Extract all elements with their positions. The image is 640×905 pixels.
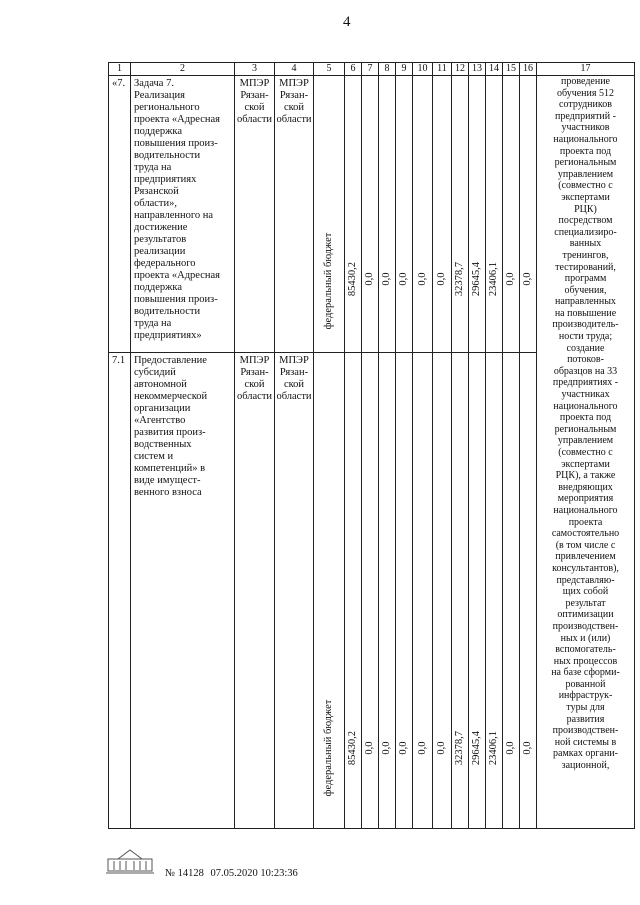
column-header-11: 11	[433, 63, 452, 76]
column-header-15: 15	[503, 63, 520, 76]
description-line: труда на	[134, 318, 172, 329]
value: 85430,2	[347, 261, 358, 297]
description-line: развития произ-	[134, 427, 206, 438]
column-17-line: обучения,	[564, 284, 607, 296]
column-17-line: национального	[553, 400, 618, 412]
document-number: № 14128	[165, 868, 204, 879]
value: 0,0	[398, 741, 409, 755]
value-cell	[396, 76, 413, 353]
description-line: водительности	[134, 150, 201, 161]
column-17-line: ных процессов	[553, 655, 618, 667]
description-line: некоммерческой	[134, 391, 208, 402]
value-cell	[520, 76, 537, 353]
column-header-2: 2	[131, 63, 235, 76]
description-line: автономной	[134, 379, 187, 390]
column-17-line: ванных	[569, 238, 602, 250]
row-number: «7.	[109, 76, 131, 353]
funding-source: федеральный бюджет	[323, 699, 334, 797]
description-line: направленного на	[134, 210, 214, 221]
description-line: виде имущест-	[134, 475, 201, 486]
column-17-line: национального	[553, 133, 618, 145]
column-17-line: региональным	[554, 157, 617, 169]
value: 0,0	[416, 741, 428, 755]
value-cell	[452, 76, 469, 353]
value-cell	[469, 76, 486, 353]
value: 0,0	[398, 272, 409, 286]
table-row	[109, 76, 635, 353]
column-header-12: 12	[452, 63, 469, 76]
column-17-line: управлением	[557, 435, 614, 447]
column-header-3: 3	[235, 63, 275, 76]
column-17-line: инфраструк-	[558, 690, 613, 702]
description-line: Рязанской	[134, 186, 179, 197]
row-number: 7.1	[109, 353, 131, 829]
co-executor-line: ской	[283, 379, 305, 390]
value: 32378,7	[454, 261, 465, 297]
column-17-line: (в том числе с	[555, 539, 616, 551]
value-cell	[396, 353, 413, 829]
column-17-line: потоков-	[567, 354, 604, 366]
column-17-line: на повышение	[554, 307, 617, 319]
column-17-line: вспомогатель-	[555, 644, 616, 656]
column-header-5: 5	[314, 63, 345, 76]
description-line: реализации	[134, 246, 186, 257]
value: 0,0	[505, 741, 516, 755]
value: 0,0	[522, 741, 533, 755]
description-line: венного взноса	[134, 487, 202, 498]
description-line: Предоставление	[134, 355, 207, 366]
executor-cell	[235, 76, 275, 353]
column-17-line: национального	[553, 504, 618, 516]
co-executor-line: области	[276, 391, 312, 402]
column-header-4: 4	[275, 63, 314, 76]
description-line: проекта «Адресная	[134, 114, 220, 125]
co-executor-line: Рязан-	[279, 367, 309, 378]
value-cell	[433, 76, 452, 353]
column-17-line: направленных	[555, 296, 616, 308]
description-line: «Агентство	[134, 415, 186, 426]
column-17-line: образцов на 33	[553, 365, 618, 377]
column-17-line: участниках	[561, 389, 610, 401]
row-description	[131, 76, 235, 353]
column-header-16: 16	[520, 63, 537, 76]
column-17-line: внедряющих	[558, 481, 613, 493]
column-17-line: представляю-	[556, 574, 615, 586]
co-executor-cell	[275, 76, 314, 353]
value: 85430,2	[347, 730, 358, 766]
description-line: Задача 7.	[134, 78, 174, 89]
value: 0,0	[505, 272, 516, 286]
column-17-line: мероприятия	[557, 493, 614, 505]
co-executor-cell	[275, 353, 314, 829]
column-17-line: проведение	[561, 76, 610, 87]
co-executor-line: ской	[283, 102, 305, 113]
value-cell	[486, 353, 503, 829]
column-17-line: (совместно с	[558, 447, 613, 458]
description-line: федерального	[134, 258, 196, 269]
column-header-10: 10	[413, 63, 433, 76]
document-datetime: 07.05.2020 10:23:36	[210, 868, 298, 879]
page-number: 4	[343, 14, 351, 30]
description-line: повышения произ-	[134, 138, 218, 149]
value: 29645,4	[471, 261, 482, 297]
value: 0,0	[381, 741, 392, 755]
column-17-line: проекта под	[559, 145, 612, 157]
executor-line: МПЭР	[239, 355, 270, 366]
document-stamp	[107, 868, 298, 879]
value: 32378,7	[454, 730, 465, 766]
column-header-14: 14	[486, 63, 503, 76]
value-cell	[520, 353, 537, 829]
executor-line: Рязан-	[240, 90, 269, 101]
column-header-9: 9	[396, 63, 413, 76]
column-17-line: региональным	[554, 423, 617, 435]
column-17-line: участников	[561, 122, 610, 134]
row-description	[131, 353, 235, 829]
column-17-line: ной системы в	[554, 736, 617, 748]
value-cell	[362, 353, 379, 829]
column-17-cell	[537, 76, 635, 829]
column-17-line: РЦК), а также	[555, 470, 616, 482]
value-cell	[486, 76, 503, 353]
value: 23406,1	[488, 730, 499, 766]
value: 0,0	[381, 272, 392, 286]
executor-line: ской	[244, 102, 265, 113]
co-executor-line: Рязан-	[279, 90, 309, 101]
column-17-line: производствен-	[552, 620, 619, 632]
description-line: водительности	[134, 306, 201, 317]
executor-line: МПЭР	[239, 78, 270, 89]
description-line: проекта «Адресная	[134, 270, 220, 281]
column-17-line: развития	[566, 713, 605, 725]
value-cell	[413, 76, 433, 353]
description-line: достижение	[134, 222, 188, 233]
column-17-line: производитель-	[552, 319, 619, 331]
column-17-line: консультантов),	[552, 562, 619, 574]
column-17-line: обучения 512	[557, 87, 614, 99]
funding-source-cell	[314, 353, 345, 829]
column-17-line: (совместно с	[558, 180, 613, 192]
executor-cell	[235, 353, 275, 829]
column-17-line: предприятий -	[555, 110, 616, 122]
value: 0,0	[522, 272, 533, 286]
column-17-line: управлением	[557, 168, 614, 180]
column-header-6: 6	[345, 63, 362, 76]
value-cell	[379, 76, 396, 353]
column-header-1: 1	[109, 63, 131, 76]
value-cell	[503, 76, 520, 353]
column-17-line: ности труда;	[558, 331, 613, 343]
executor-line: ской	[244, 379, 265, 390]
budget-table	[108, 62, 635, 829]
column-17-line: специализиро-	[554, 226, 617, 238]
value-cell	[452, 353, 469, 829]
description-line: повышения произ-	[134, 294, 218, 305]
co-executor-line: области	[276, 114, 312, 125]
column-17-line: рамках органи-	[553, 748, 618, 760]
column-17-line: РЦК)	[574, 203, 597, 215]
value: 29645,4	[471, 730, 482, 766]
value-cell	[433, 353, 452, 829]
value-cell	[345, 353, 362, 829]
funding-source: федеральный бюджет	[323, 232, 334, 330]
column-17-line: щих собой	[562, 586, 609, 598]
column-header-7: 7	[362, 63, 379, 76]
column-17-line: программ	[564, 273, 607, 285]
value-cell	[345, 76, 362, 353]
column-17-line: самостоятельно	[551, 528, 620, 540]
description-line: труда на	[134, 162, 172, 173]
column-17-line: оптимизации	[557, 609, 614, 621]
column-17-line: результат	[565, 597, 606, 609]
description-line: предприятиях»	[134, 330, 202, 341]
description-line: поддержка	[134, 126, 183, 137]
value: 0,0	[364, 272, 375, 286]
description-line: поддержка	[134, 282, 183, 293]
value: 0,0	[436, 272, 447, 286]
description-line: организации	[134, 403, 191, 414]
column-17-line: сотрудников	[559, 99, 612, 111]
value-cell	[469, 353, 486, 829]
executor-line: области	[236, 391, 273, 402]
description-line: Реализация	[134, 90, 185, 101]
column-17-line: проекта	[568, 516, 603, 528]
value-cell	[413, 353, 433, 829]
value: 23406,1	[488, 261, 499, 297]
value: 0,0	[364, 741, 375, 755]
column-17-line: зационной,	[561, 760, 610, 772]
column-17-line: экспертами	[561, 191, 610, 203]
description-line: области»,	[134, 198, 177, 209]
funding-source-cell	[314, 76, 345, 353]
column-17-line: тестирований,	[555, 261, 616, 273]
co-executor-line: МПЭР	[279, 355, 309, 366]
description-line: результатов	[134, 234, 187, 245]
column-17-line: ных и (или)	[560, 632, 611, 644]
column-header-13: 13	[469, 63, 486, 76]
table-header-row	[109, 63, 635, 76]
description-line: субсидий	[134, 367, 176, 378]
column-17-line: предприятиях -	[552, 377, 619, 389]
column-17-line: тренингов,	[562, 249, 609, 261]
value: 0,0	[436, 741, 447, 755]
column-17-line: посредством	[558, 215, 613, 227]
description-line: регионального	[134, 102, 200, 113]
column-header-8: 8	[379, 63, 396, 76]
column-header-17: 17	[537, 63, 635, 76]
executor-line: Рязан-	[240, 367, 269, 378]
column-17-line: создание	[566, 342, 605, 354]
column-17-line: проекта под	[559, 412, 612, 424]
executor-line: области	[236, 114, 273, 125]
column-17-line: производствен-	[552, 725, 619, 737]
description-line: предприятиях	[134, 174, 197, 185]
description-line: водственных	[134, 439, 192, 450]
value-cell	[362, 76, 379, 353]
description-line: систем и	[134, 451, 174, 462]
column-17-line: туры для	[566, 702, 605, 714]
column-17-line: на базе сформи-	[551, 667, 620, 679]
value: 0,0	[416, 272, 428, 286]
column-17-line: привлечением	[555, 551, 616, 563]
value-cell	[503, 353, 520, 829]
value-cell	[379, 353, 396, 829]
description-line: компетенций» в	[134, 463, 206, 474]
co-executor-line: МПЭР	[279, 78, 309, 89]
column-17-line: рованной	[565, 678, 606, 690]
column-17-line: экспертами	[561, 458, 610, 470]
